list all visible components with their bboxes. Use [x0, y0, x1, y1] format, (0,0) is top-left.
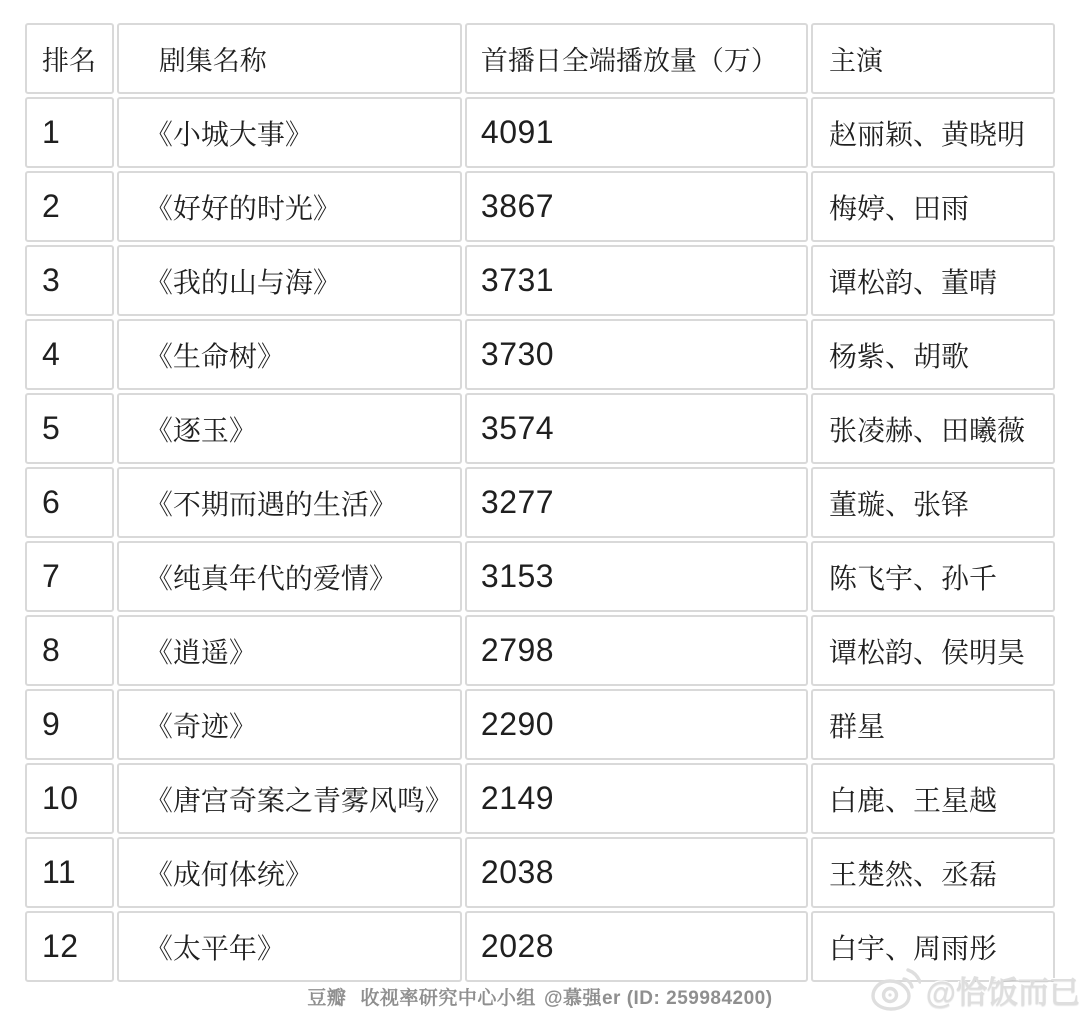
footer-credit	[0, 983, 1080, 1010]
rank-cell: 9	[25, 689, 114, 760]
title-cell: 《生命树》	[117, 319, 462, 390]
table-row	[25, 911, 1055, 982]
cast-cell: 杨紫、胡歌	[811, 319, 1055, 390]
plays-cell: 2290	[465, 689, 808, 760]
table-row	[25, 171, 1055, 242]
col-header-plays: 首播日全端播放量（万）	[465, 23, 808, 94]
plays-cell: 3277	[465, 467, 808, 538]
cast-cell: 梅婷、田雨	[811, 171, 1055, 242]
plays-cell: 2028	[465, 911, 808, 982]
table-row	[25, 689, 1055, 760]
col-header-rank: 排名	[25, 23, 114, 94]
table-row	[25, 393, 1055, 464]
rank-cell: 5	[25, 393, 114, 464]
cast-cell: 张凌赫、田曦薇	[811, 393, 1055, 464]
table-row	[25, 763, 1055, 834]
cast-cell: 谭松韵、侯明昊	[811, 615, 1055, 686]
col-header-title: 剧集名称	[117, 23, 462, 94]
cast-cell: 群星	[811, 689, 1055, 760]
title-cell: 《我的山与海》	[117, 245, 462, 316]
cast-cell: 谭松韵、董晴	[811, 245, 1055, 316]
cast-cell: 董璇、张铎	[811, 467, 1055, 538]
table-row	[25, 245, 1055, 316]
watermark-text: @恰饭而已	[925, 974, 1080, 1010]
header-row	[25, 23, 1055, 94]
rank-cell: 8	[25, 615, 114, 686]
rank-cell: 4	[25, 319, 114, 390]
rank-cell: 3	[25, 245, 114, 316]
plays-cell: 3730	[465, 319, 808, 390]
cast-cell: 王楚然、丞磊	[811, 837, 1055, 908]
cast-cell: 赵丽颖、黄晓明	[811, 97, 1055, 168]
table-row	[25, 467, 1055, 538]
cast-cell: 白宇、周雨彤	[811, 911, 1055, 982]
douban-source-label: 豆瓣	[307, 988, 347, 1009]
table-row	[25, 97, 1055, 168]
plays-cell: 2798	[465, 615, 808, 686]
table-body	[25, 97, 1055, 982]
plays-cell: 4091	[465, 97, 808, 168]
title-cell: 《太平年》	[117, 911, 462, 982]
plays-cell: 3153	[465, 541, 808, 612]
rank-cell: 6	[25, 467, 114, 538]
title-cell: 《唐宫奇案之青雾风鸣》	[117, 763, 462, 834]
title-cell: 《好好的时光》	[117, 171, 462, 242]
table-row	[25, 837, 1055, 908]
cast-cell: 白鹿、王星越	[811, 763, 1055, 834]
rank-cell: 12	[25, 911, 114, 982]
title-cell: 《成何体统》	[117, 837, 462, 908]
title-cell: 《逐玉》	[117, 393, 462, 464]
table-row	[25, 541, 1055, 612]
table-row	[25, 615, 1055, 686]
rank-cell: 10	[25, 763, 114, 834]
plays-cell: 3867	[465, 171, 808, 242]
plays-cell: 2038	[465, 837, 808, 908]
title-cell: 《不期而遇的生活》	[117, 467, 462, 538]
plays-cell: 3574	[465, 393, 808, 464]
rank-cell: 7	[25, 541, 114, 612]
rank-cell: 11	[25, 837, 114, 908]
footer-author-label: @慕强er (ID: 259984200)	[543, 988, 773, 1009]
plays-cell: 2149	[465, 763, 808, 834]
table-row	[25, 319, 1055, 390]
rank-cell: 1	[25, 97, 114, 168]
title-cell: 《奇迹》	[117, 689, 462, 760]
drama-ranking-table	[22, 20, 1058, 985]
col-header-cast: 主演	[811, 23, 1055, 94]
cast-cell: 陈飞宇、孙千	[811, 541, 1055, 612]
rank-cell: 2	[25, 171, 114, 242]
footer-group-label: 收视率研究中心小组	[360, 988, 536, 1009]
title-cell: 《纯真年代的爱情》	[117, 541, 462, 612]
title-cell: 《逍遥》	[117, 615, 462, 686]
plays-cell: 3731	[465, 245, 808, 316]
title-cell: 《小城大事》	[117, 97, 462, 168]
